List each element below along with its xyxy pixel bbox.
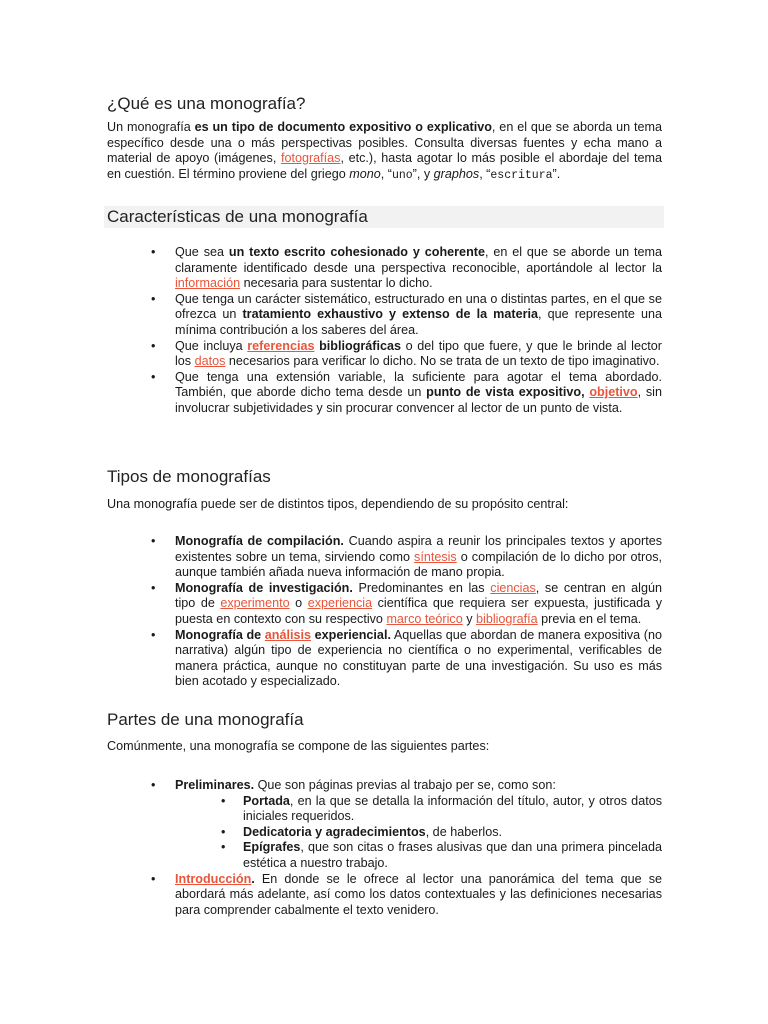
link-marco-teorico[interactable]: marco teórico bbox=[386, 611, 463, 626]
link-referencias[interactable]: referencias bbox=[247, 338, 315, 353]
link-analisis[interactable]: análisis bbox=[264, 627, 312, 642]
list-item: • Monografía de investigación. Predominantes en las ciencias, se centran en algún tipo de experimento o experiencia científica que requiera ser expuesta, justificada y puesta en contexto con su respectivo marco teórico y bibliografía previa en el tema. bbox=[175, 581, 662, 628]
list-item: • Introducción. En donde se le ofrece al lector una panorámica del tema que se abordará más adelante, así como los datos contextuales y las definiciones necesarias para comprender cabalmente el texto venidero. bbox=[175, 872, 662, 919]
link-ciencias[interactable]: ciencias bbox=[490, 580, 536, 595]
heading-caracteristicas: Características de una monografía bbox=[107, 207, 368, 226]
list-item: • Preliminares. Que son páginas previas al trabajo per se, como son: • Portada, en la que se detalla la información del título, autor, y otros datos iniciales requeridos. • Dedicatoria y agradecimientos, de haberlos. • Epígrafes, que son citas o frases alusivas que dan una primera pincelada estética a nuestro trabajo. bbox=[175, 778, 662, 872]
tipos-list bbox=[175, 534, 662, 690]
list-item: • Que tenga un carácter sistemático, estructurado en una o distintas partes, en el que se ofrezca un tratamiento exhaustivo y extenso de la materia, que represente una mínima contribución a los saberes del área. bbox=[175, 292, 662, 339]
heading-tipos: Tipos de monografías bbox=[107, 467, 271, 486]
link-experiencia[interactable]: experiencia bbox=[307, 596, 373, 611]
heading-partes: Partes de una monografía bbox=[107, 710, 304, 729]
heading-que-es: ¿Qué es una monografía? bbox=[107, 94, 306, 113]
list-item: • Que tenga una extensión variable, la suficiente para agotar el tema abordado. También, que aborde dicho tema desde un punto de vista expositivo, objetivo, sin involucrar subjetividades y sin procurar convencer al lector de un punto de vista. bbox=[175, 370, 662, 417]
list-item: • Monografía de análisis experiencial. Aquellas que abordan de manera expositiva (no narrativa) algún tipo de experiencia no científica o no experimental, verificables de manera práctica, aunque no constituyan parte de una investigación. Su uso es más bien acotado y especializado. bbox=[175, 628, 662, 690]
link-experimento[interactable]: experimento bbox=[220, 596, 290, 611]
partes-list bbox=[175, 778, 662, 918]
link-informacion[interactable]: información bbox=[175, 276, 241, 291]
paragraph-tipos-intro: Una monografía puede ser de distintos tipos, dependiendo de su propósito central: bbox=[107, 497, 569, 511]
link-sintesis[interactable]: síntesis bbox=[414, 549, 457, 564]
link-bibliografia[interactable]: bibliografía bbox=[476, 611, 538, 626]
list-item: • Monografía de compilación. Cuando aspira a reunir los principales textos y aportes existentes sobre un tema, sirviendo como síntesis o compilación de lo dicho por otros, aunque también añada nueva información de mano propia. bbox=[175, 534, 662, 581]
caracteristicas-list bbox=[175, 245, 662, 417]
list-item: • Que sea un texto escrito cohesionado y coherente, en el que se aborde un tema claramente identificado desde una perspectiva reconocible, aportándole al lector la información necesaria para sustentar lo dicho. bbox=[175, 245, 662, 292]
link-objetivo[interactable]: objetivo bbox=[589, 385, 638, 400]
paragraph-definition: Un monografía es un tipo de documento expositivo o explicativo, en el que se aborda un tema específico desde una o más perspectivas posibles. Consulta diversas fuentes y echa mano a material de apoyo (imágenes, fotografías, etc.), hasta agotar lo más posible el abordaje del tema en cuestión. El término proviene del griego mono, “uno”, y graphos, “escritura”. bbox=[107, 120, 662, 182]
link-introduccion[interactable]: Introducción bbox=[175, 871, 252, 886]
sub-list-item: • Epígrafes, que son citas o frases alusivas que dan una primera pincelada estética a nuestro trabajo. bbox=[243, 840, 662, 871]
sub-list-item: • Portada, en la que se detalla la información del título, autor, y otros datos iniciales requeridos. bbox=[243, 794, 662, 825]
link-datos[interactable]: datos bbox=[194, 354, 226, 369]
list-item: • Que incluya referencias bibliográficas o del tipo que fuere, y que le brinde al lector los datos necesarios para verificar lo dicho. No se trata de un texto de tipo imaginativo. bbox=[175, 339, 662, 370]
paragraph-partes-intro: Comúnmente, una monografía se compone de las siguientes partes: bbox=[107, 739, 490, 753]
sub-list-item: • Dedicatoria y agradecimientos, de haberlos. bbox=[243, 825, 662, 841]
link-fotografias[interactable]: fotografías bbox=[280, 151, 341, 166]
preliminares-sublist bbox=[175, 794, 662, 872]
